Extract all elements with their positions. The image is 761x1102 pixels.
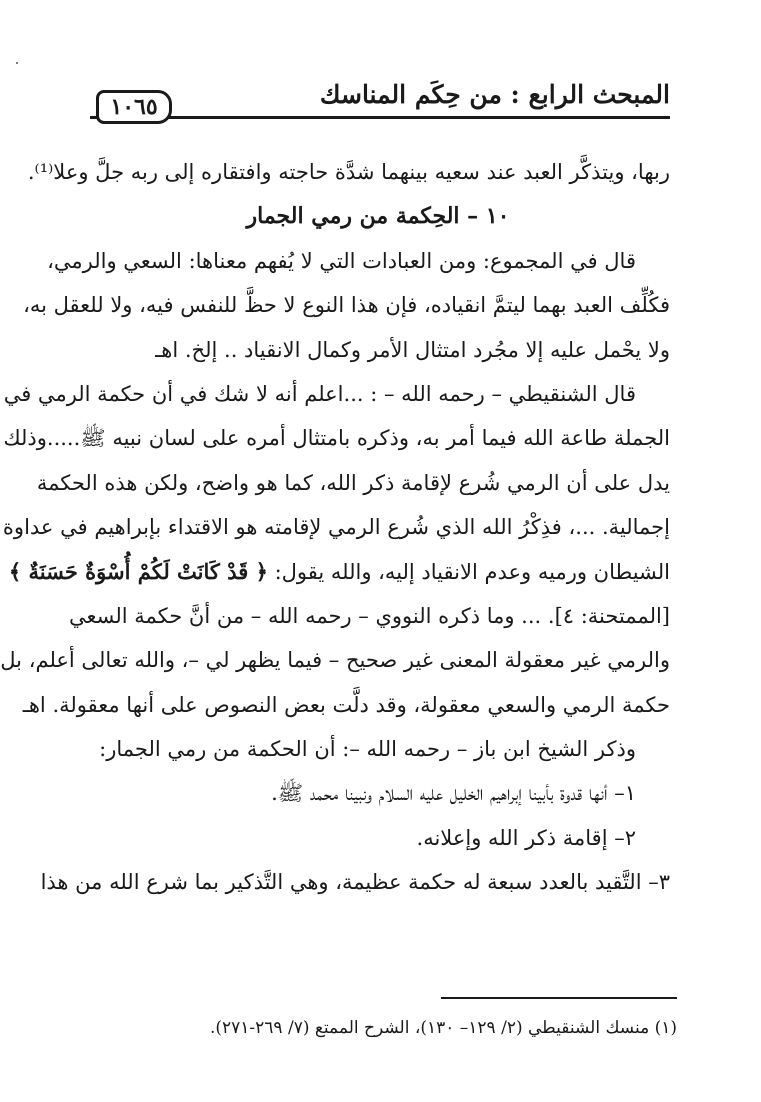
list-item: ٣– التَّقيد بالعدد سبعة له حكمة عظيمة، وهي التَّذكير بما شرع الله من هذا (40, 870, 670, 895)
paragraph-line: إجمالية. ...، فذِكْرُ الله الذي شُرع الرمي لإقامته هو الاقتداء بإبراهيم في عداوة (2, 515, 670, 540)
running-head-title: المبحث الرابع : من حِكَم المناسك (319, 80, 670, 109)
paragraph-line: قال الشنقيطي – رحمه الله – : ...اعلم أنه لا شك في أن حكمة الرمي في (3, 381, 636, 406)
paragraph-line: [الممتحنة: ٤]. ... وما ذكره النووي – رحمه الله – من أنَّ حكمة السعي (69, 603, 670, 628)
paragraph-line: والرمي غير معقولة المعنى غير صحيح – فيما يظهر لي –، والله تعالى أعلم، بل (0, 648, 670, 673)
paragraph-line (8, 550, 670, 594)
paragraph-text: الشيطان ورميه وعدم الانقياد إليه، والله يقول: (267, 559, 670, 584)
paragraph-line: يدل على أن الرمي شُرع لإقامة ذكر الله، كما هو واضح، ولكن هذه الحكمة (36, 470, 670, 495)
paragraph-line: الجملة طاعة الله فيما أمر به، وذكره بامتثال أمره على لسان نبيه ﷺ.....وذلك (3, 426, 670, 451)
page-number-label: ١٠٦٥ (110, 94, 158, 120)
footnote-rule (441, 997, 677, 999)
paragraph-line: ربها، ويتذكَّر العبد عند سعيه بينهما شدَّة حاجته وافتقاره إلى ربه جلَّ وعلا⁽¹⁾. (27, 160, 670, 184)
paragraph-line: وذكر الشيخ ابن باز – رحمه الله –: أن الحكمة من رمي الجمار: (99, 737, 636, 762)
scan-speck (16, 62, 18, 64)
paragraph-line: قال في المجموع: ومن العبادات التي لا يُفهم معناها: السعي والرمي، (47, 248, 636, 273)
paragraph-line: حكمة الرمي والسعي معقولة، وقد دلَّت بعض النصوص على أنها معقولة. اهـ (22, 692, 670, 717)
page-number (96, 90, 172, 124)
paragraph-line: فكُلِّف العبد بهما ليتمَّ انقياده، فإن هذا النوع لا حظَّ للنفس فيه، ولا للعقل به، (23, 293, 670, 318)
page-header (90, 78, 670, 122)
section-heading: ١٠ – الحِكمة من رمي الجمار (246, 203, 510, 230)
paragraph-line: ولا يحْمل عليه إلا مجُرد امتثال الأمر وكمال الانقياد .. إلخ. اهـ (155, 337, 670, 362)
quran-verse: ﴿ قَدْ كَانَتْ لَكُمْ أُسْوَةٌ حَسَنَةٌ ﴾ (8, 558, 268, 584)
page-body (0, 150, 670, 905)
header-rule (90, 116, 670, 119)
footnote: (١) منسك الشنقيطي (٢/ ١٢٩– ١٣٠)، الشرح الممتع (٧/ ٢٦٩-٢٧١). (209, 1018, 677, 1038)
list-item: ٢– إقامة ذكر الله وإعلانه. (416, 825, 636, 850)
list-item: ١– أنها قدوة بأبينا إبراهيم الخليل عليه السلام ونبينا محمد ﷺ. (271, 781, 636, 806)
